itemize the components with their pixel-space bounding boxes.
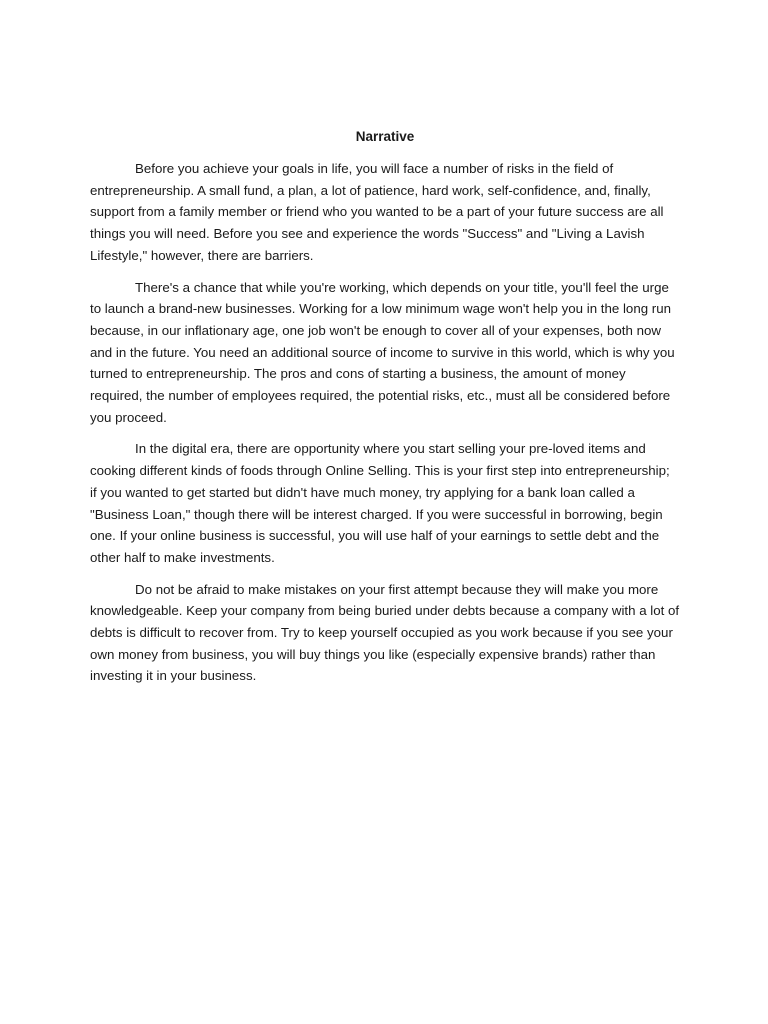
paragraph-1: Before you achieve your goals in life, you will face a number of risks in the field of entrepreneurship. A small fund, a plan, a lot of patience, hard work, self-confidence, and, finally, support from a family member or friend who you wanted to be a part of your future success are all things you will need. Before you see and experience the words "Success" and "Living a Lavish Lifestyle," however, there are barriers. [90, 161, 664, 263]
document-title: Narrative [355, 129, 415, 144]
paragraph-4: Do not be afraid to make mistakes on your first attempt because they will make you more knowledgeable. Keep your company from being buried under debts because a company with a lot of debts is difficult to recover from. Try to keep yourself occupied as you work because if you see your own money from business, you will buy things you like (especially expensive brands) rather than investing it in your business. [90, 581, 680, 684]
paragraph-3: In the digital era, there are opportunity where you start selling your pre-loved items and cooking different kinds of foods through Online Selling. This is your first step into entrepreneurship; if you wanted to get started but didn't have much money, try applying for a bank loan called a "Business Loan," though there will be interest charged. If you were successful in borrowing, begin one. If your online business is successful, you will use half of your earnings to settle debt and the other half to make investments. [90, 441, 670, 565]
paragraph-2: There's a chance that while you're working, which depends on your title, you'll feel the urge to launch a brand-new businesses. Working for a low minimum wage won't help you in the long run because, in our inflationary age, one job won't be enough to cover all of your expenses, both now and in the future. You need an additional source of income to survive in this world, which is why you turned to entrepreneurship. The pros and cons of starting a business, the amount of money required, the number of employees required, the potential risks, etc., must all be considered before you proceed. [90, 279, 675, 425]
